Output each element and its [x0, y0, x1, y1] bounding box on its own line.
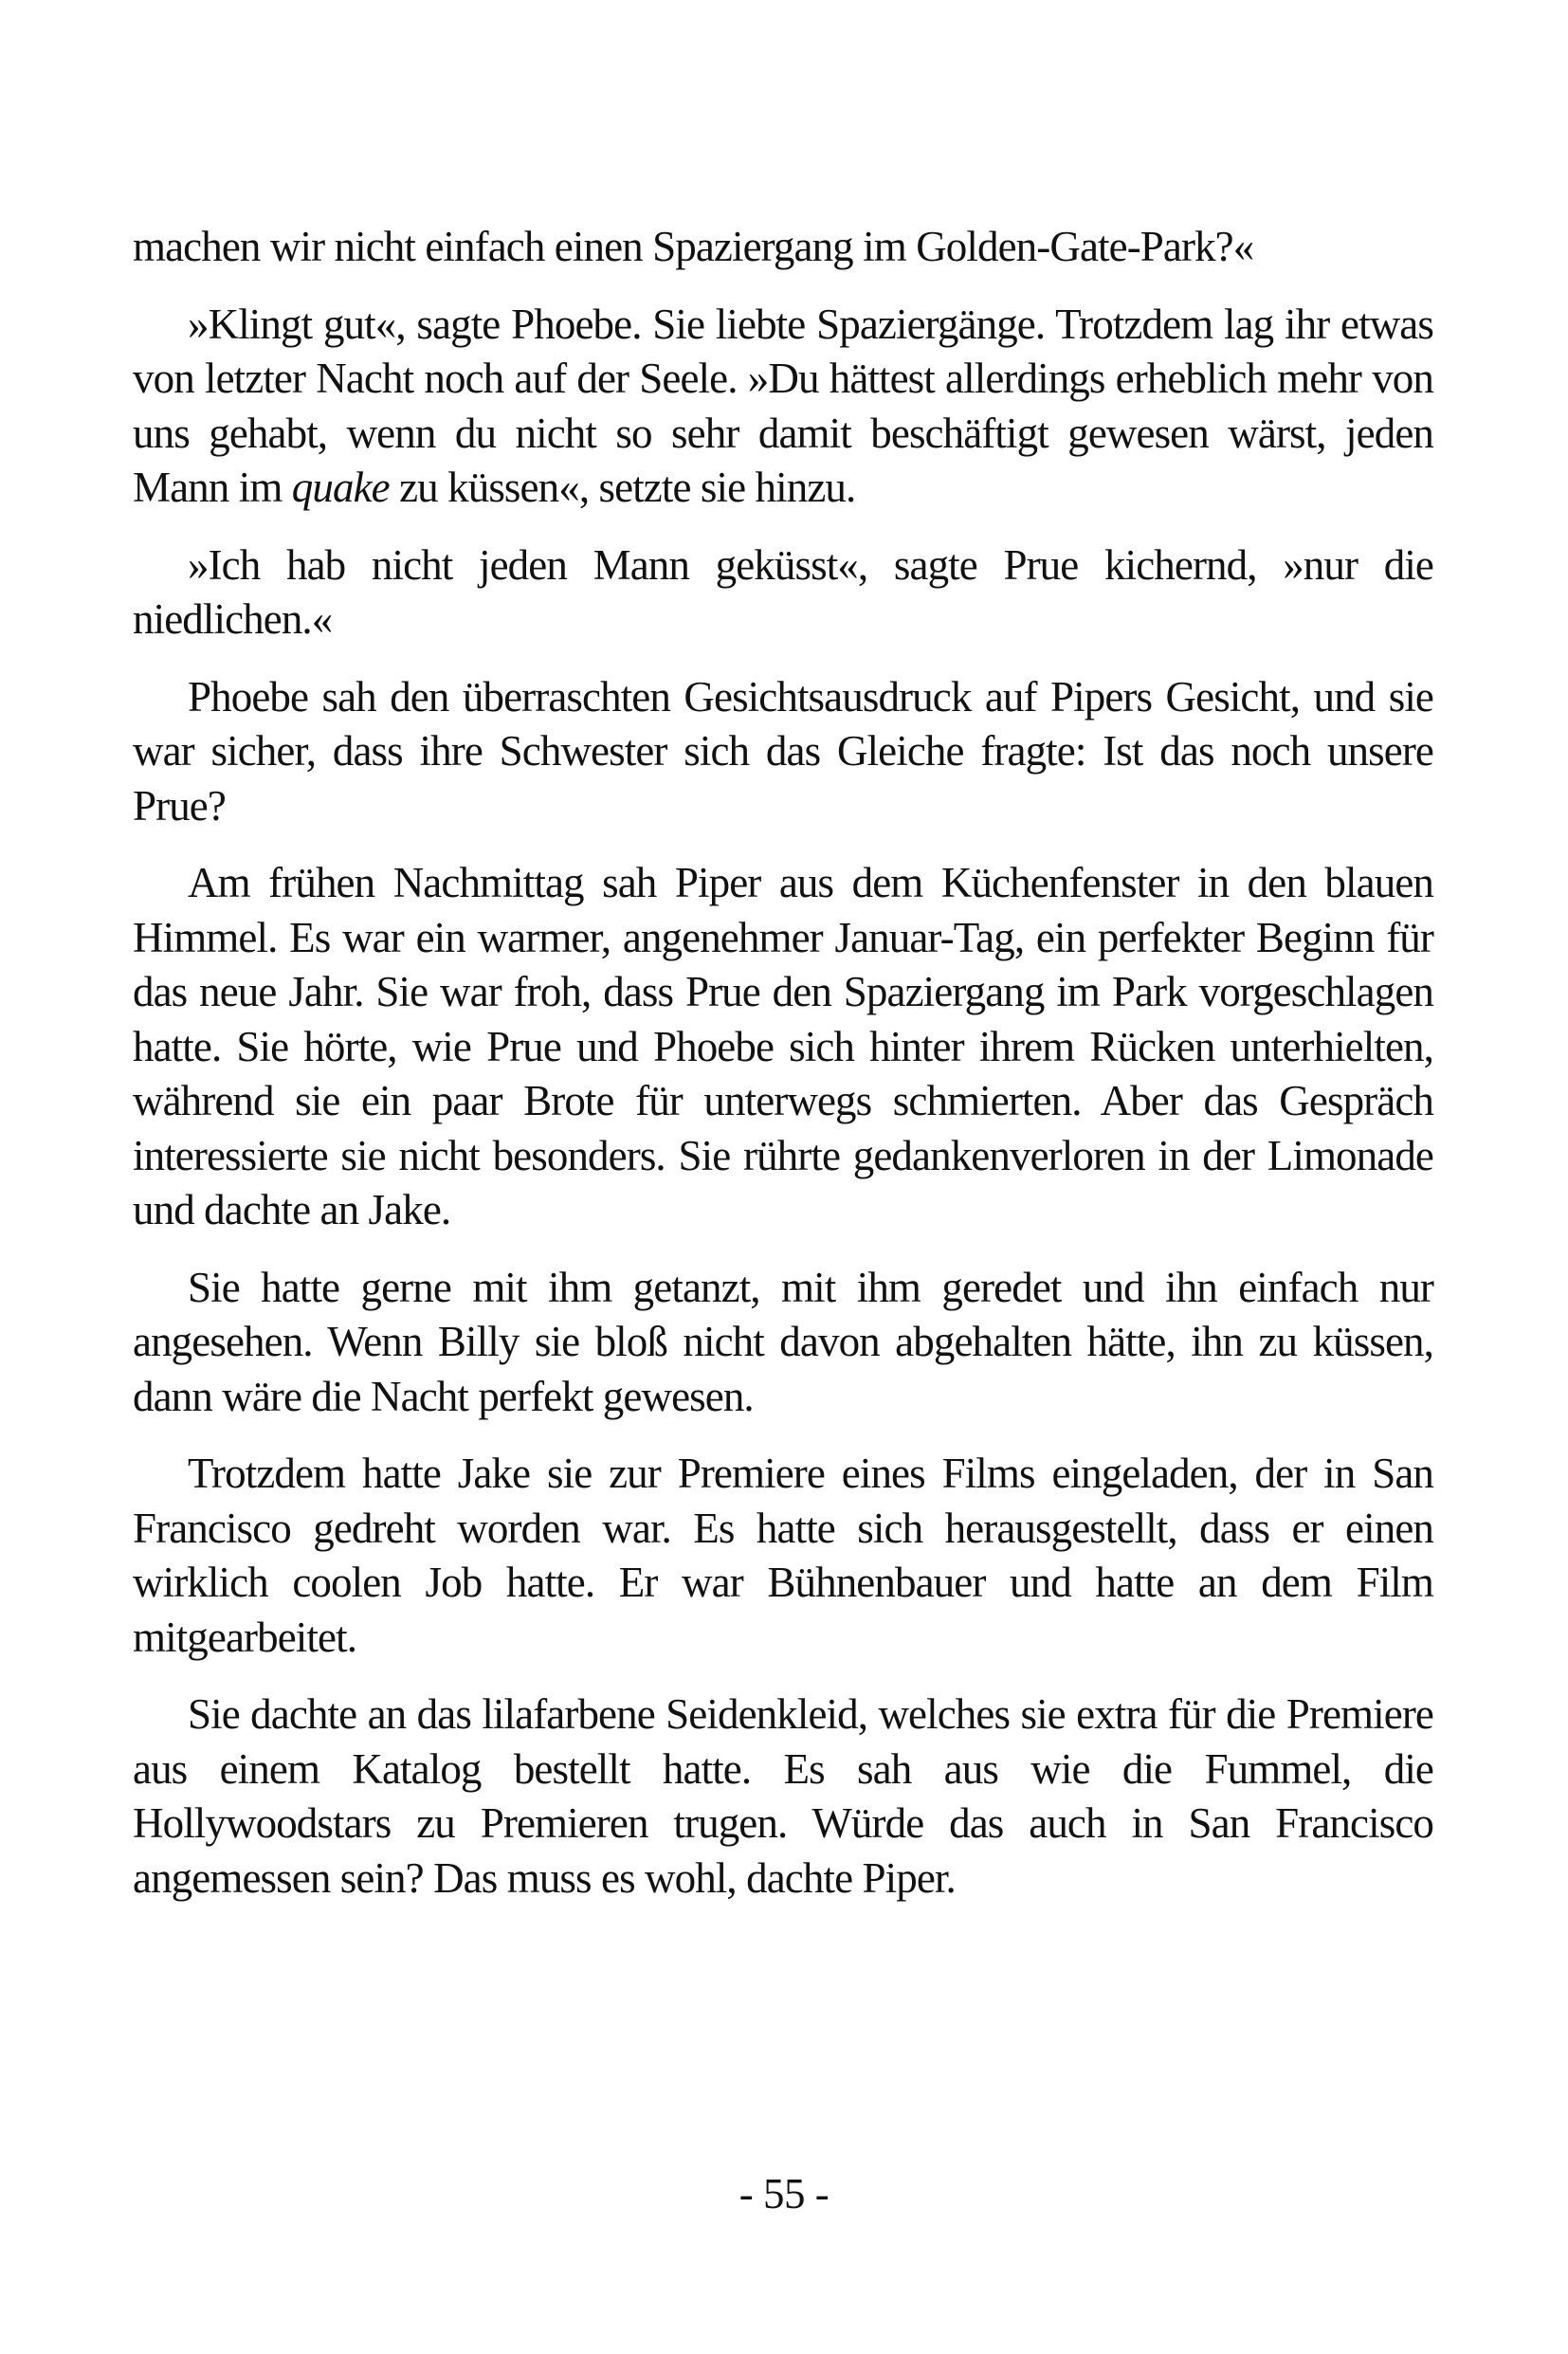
paragraph-2-italic-quake: quake: [291, 464, 390, 511]
paragraph-2: [133, 298, 1433, 516]
page-number: - 55 -: [738, 2170, 830, 2217]
paragraph-2-text-a: »Klingt gut«, sagte Phoebe. Sie liebte Spaziergänge. Trotzdem lag ihr etwas von letzter Nacht noch auf der Seele. »Du hättest allerdings erheblich mehr von uns gehabt, wenn du nicht so sehr damit beschäftigt gewesen wärst, jeden Mann im: [133, 300, 1433, 511]
paragraph-6: Sie hatte gerne mit ihm getanzt, mit ihm geredet und ihn einfach nur angesehen. Wenn Billy sie bloß nicht davon abgehalten hätte, ihn zu küssen, dann wäre die Nacht perfekt gewesen.: [133, 1263, 1433, 1420]
paragraph-7: Trotzdem hatte Jake sie zur Premiere eines Films eingeladen, der in San Francisco gedreht worden war. Es hatte sich herausgestellt, dass er einen wirklich coolen Job hatte. Er war Bühnenbauer und hatte an dem Film mitgearbeitet.: [133, 1450, 1433, 1661]
paragraph-2-text-b: zu küssen«, setzte sie hinzu.: [389, 464, 856, 511]
page-body: [133, 220, 1433, 1928]
paragraph-4: Phoebe sah den überraschten Gesichtsausdruck auf Pipers Gesicht, und sie war sicher, dass ihre Schwester sich das Gleiche fragte: Ist das noch unsere Prue?: [133, 672, 1433, 830]
paragraph-5: Am frühen Nachmittag sah Piper aus dem Küchenfenster in den blauen Himmel. Es war ein warmer, angenehmer Januar-Tag, ein perfekter Beginn für das neue Jahr. Sie war froh, dass Prue den Spaziergang im Park vorgeschlagen hatte. Sie hörte, wie Prue und Phoebe sich hinter ihrem Rücken unterhielten, während sie ein paar Brote für unterwegs schmierten. Aber das Gespräch interessierte sie nicht besonders. Sie rührte gedankenverloren in der Limonade und dachte an Jake.: [133, 859, 1433, 1233]
paragraph-8: Sie dachte an das lilafarbene Seidenkleid, welches sie extra für die Premiere aus einem Katalog bestellt hatte. Es sah aus wie die Fummel, die Hollywoodstars zu Premieren trugen. Würde das auch in San Francisco angemessen sein? Das muss es wohl, dachte Piper.: [133, 1690, 1433, 1902]
paragraph-1: machen wir nicht einfach einen Spaziergang im Golden-Gate-Park?«: [133, 223, 1254, 270]
paragraph-3: »Ich hab nicht jeden Mann geküsst«, sagte Prue kichernd, »nur die niedlichen.«: [133, 540, 1433, 643]
